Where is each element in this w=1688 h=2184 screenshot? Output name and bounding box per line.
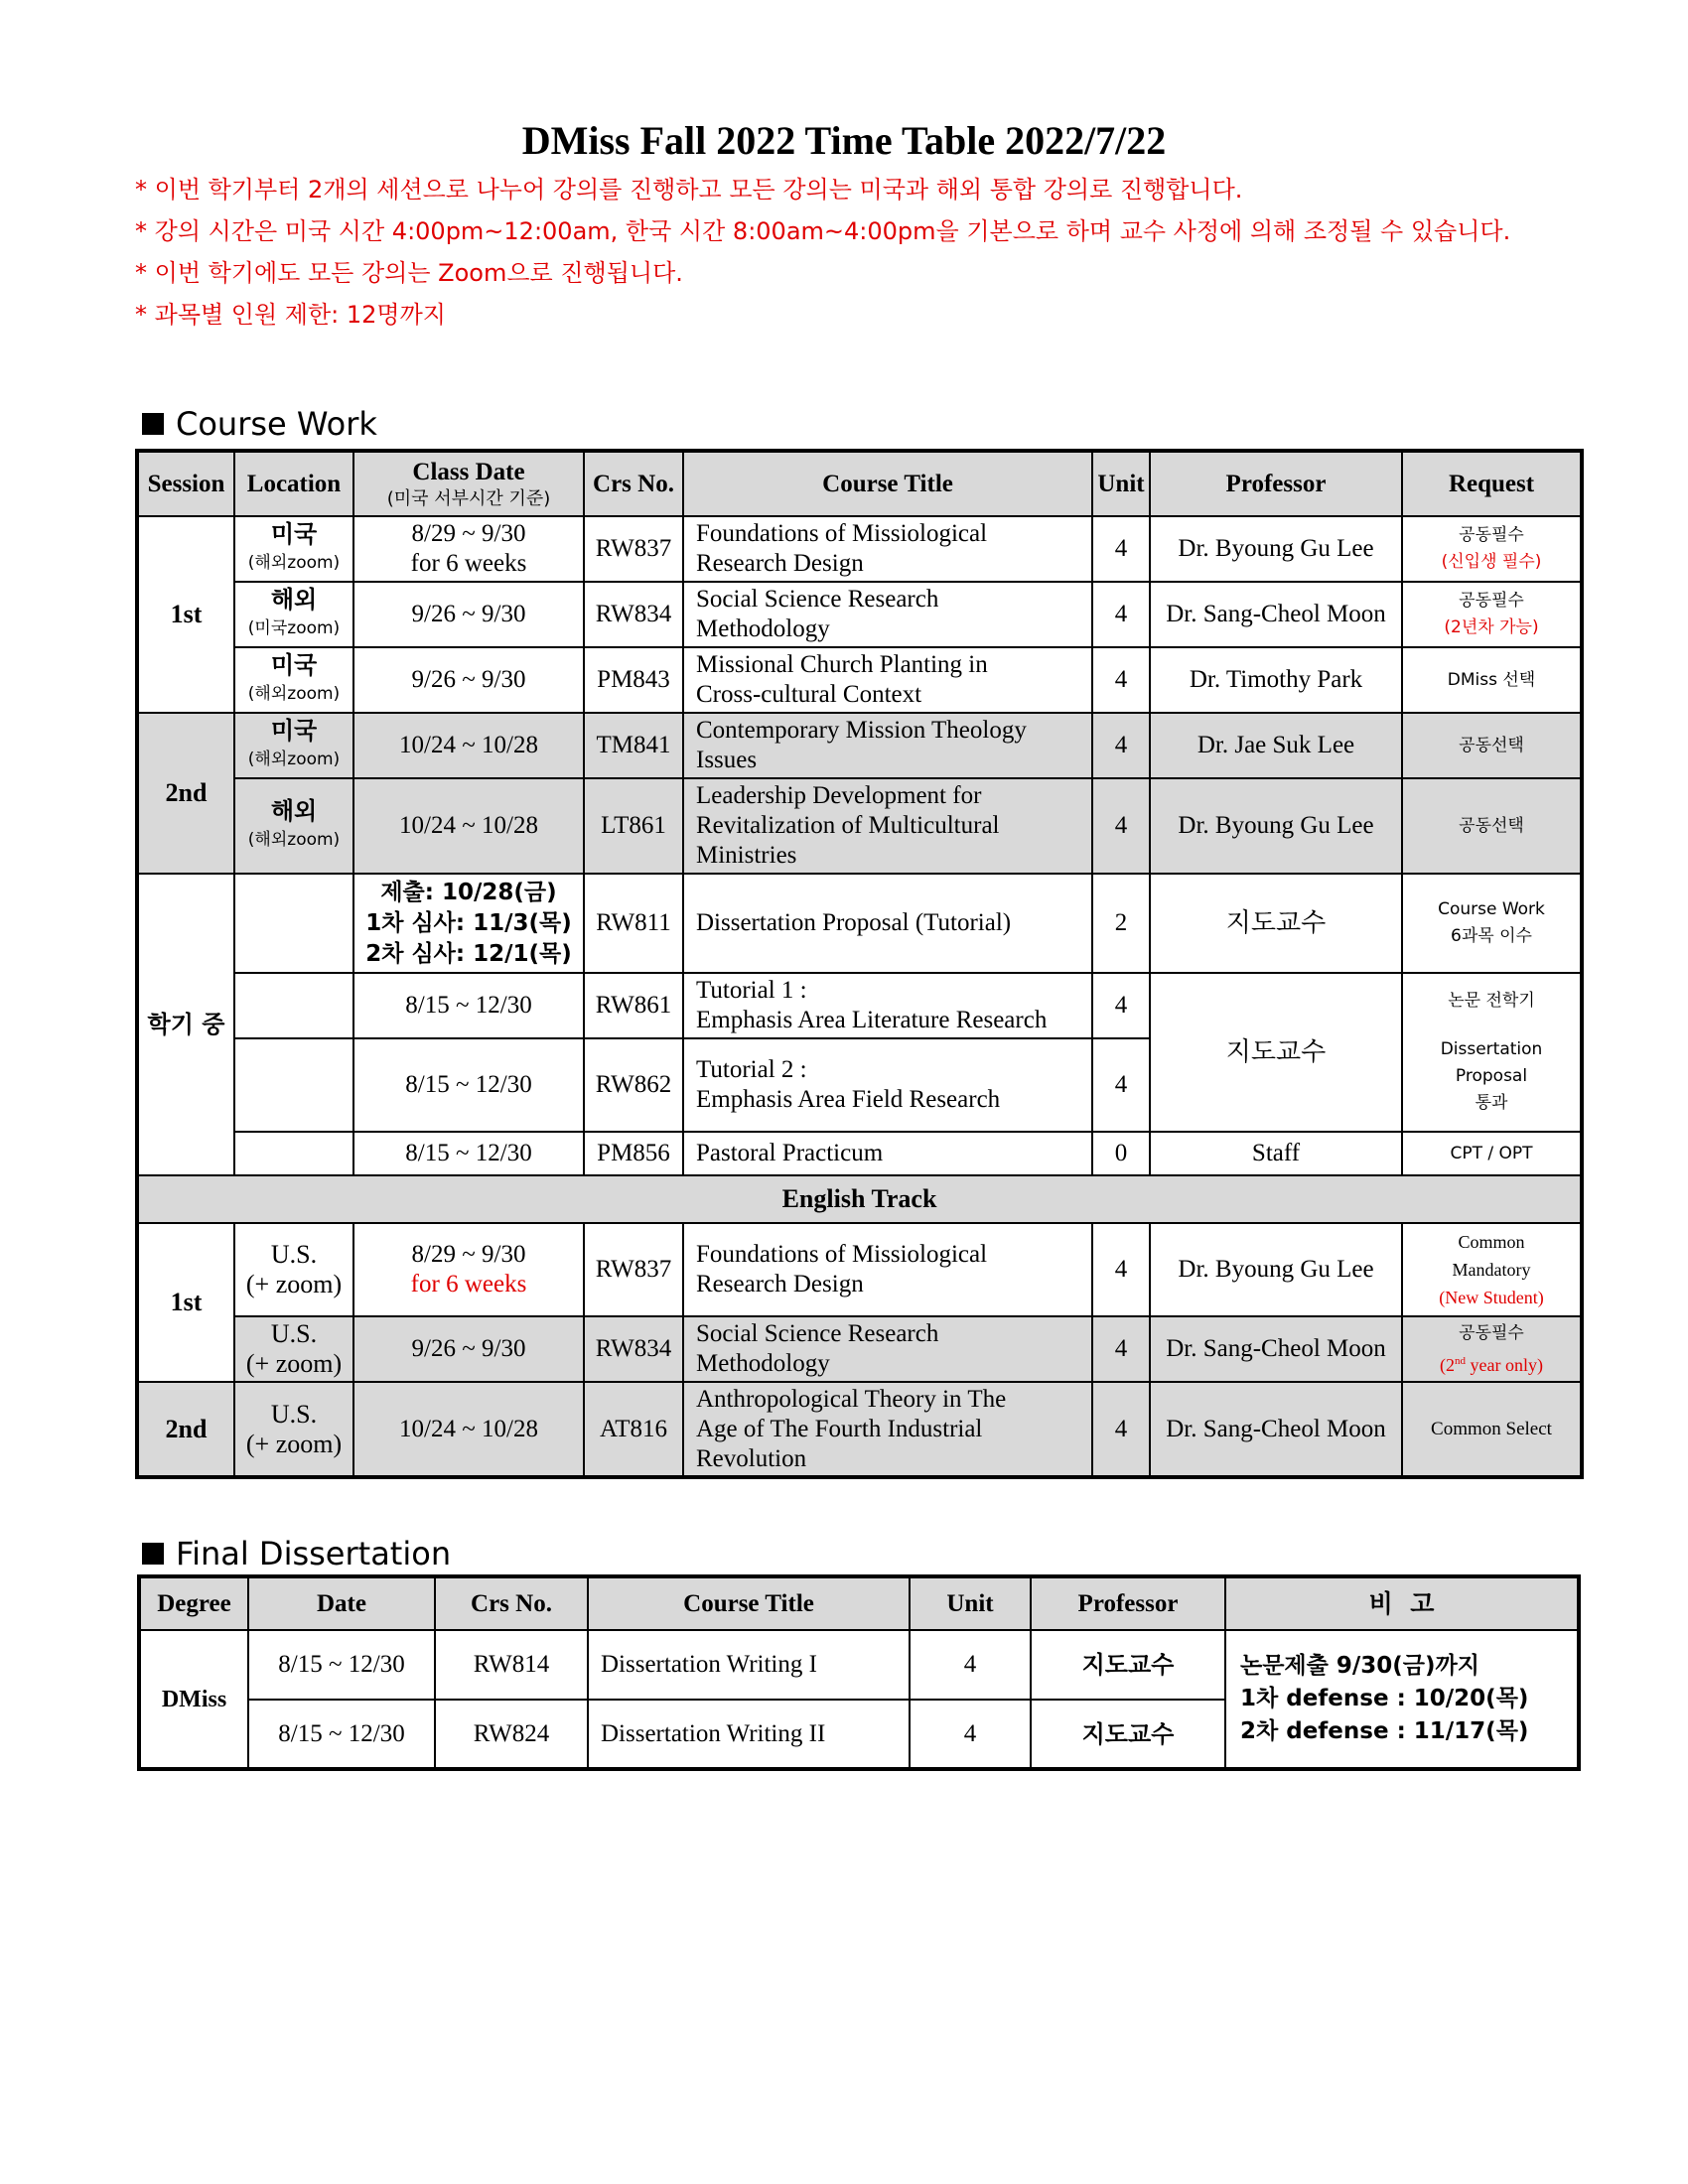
table-row — [137, 778, 1582, 874]
notice-line: * 강의 시간은 미국 시간 4:00pm~12:00am, 한국 시간 8:00am~4:00pm을 기본으로 하며 교수 사정에 의해 조정될 수 있습니다. — [135, 217, 1511, 245]
title-text: Missional Church Planting in — [696, 651, 988, 678]
col-header: Session — [137, 451, 234, 516]
notice-line: * 이번 학기에도 모든 강의는 Zoom으로 진행됩니다. — [135, 259, 683, 287]
crs-cell: RW837 — [584, 516, 683, 582]
location-text: U.S. — [270, 1399, 318, 1429]
title-text: Social Science Research — [696, 586, 939, 613]
col-header: 비 고 — [1225, 1576, 1579, 1630]
notice-line: * 과목별 인원 제한: 12명까지 — [135, 301, 446, 329]
final-dissertation-table — [137, 1574, 1581, 1771]
session-cell: 2nd — [137, 1382, 234, 1477]
request-cell: 공동선택 — [1402, 713, 1582, 778]
date-cell: 8/15 ~ 12/30 — [248, 1700, 435, 1769]
crs-cell: PM843 — [584, 647, 683, 713]
title-text: Leadership Development for — [696, 782, 982, 809]
request-cell — [1402, 1223, 1582, 1316]
professor-cell: Dr. Sang-Cheol Moon — [1150, 1382, 1402, 1477]
table-row — [137, 516, 1582, 582]
date-cell — [353, 874, 584, 973]
unit-cell: 4 — [910, 1630, 1031, 1700]
request-text: Mandatory — [1452, 1260, 1531, 1280]
session-cell: 학기 중 — [137, 874, 234, 1175]
title-cell — [683, 778, 1092, 874]
title-text: Social Science Research — [696, 1320, 939, 1347]
remark-cell — [1225, 1630, 1579, 1769]
request-cell — [1402, 874, 1582, 973]
col-header: Request — [1402, 451, 1582, 516]
date-text: 2차 심사: 12/1(목) — [365, 940, 572, 967]
location-text: 미국 — [270, 651, 318, 679]
location-cell — [234, 1038, 353, 1132]
request-cell — [1402, 582, 1582, 647]
title-cell — [683, 713, 1092, 778]
professor-cell: Dr. Sang-Cheol Moon — [1150, 1316, 1402, 1382]
notice-line: * 이번 학기부터 2개의 세션으로 나누어 강의를 진행하고 모든 강의는 미국과 해외 통합 강의로 진행합니다. — [135, 176, 1243, 204]
request-text: Dissertation — [1440, 1039, 1543, 1059]
location-text: 미국 — [270, 717, 318, 745]
table-row — [137, 1382, 1582, 1477]
title-text: Age of The Fourth Industrial — [696, 1415, 983, 1442]
col-header-text: Class Date — [412, 458, 525, 485]
location-cell — [234, 647, 353, 713]
section-title: Course Work — [176, 405, 377, 443]
unit-cell: 4 — [1092, 516, 1150, 582]
title-text: Revitalization of Multicultural — [696, 812, 1000, 839]
remark-line: 논문제출 9/30(금)까지 — [1240, 1653, 1479, 1679]
session-cell: 2nd — [137, 713, 234, 874]
professor-cell: 지도교수 — [1031, 1630, 1225, 1700]
date-text: for 6 weeks — [410, 550, 527, 577]
request-text: 논문 전학기 — [1448, 991, 1535, 1011]
title-text: Tutorial 1 : — [696, 977, 807, 1004]
date-cell: 9/26 ~ 9/30 — [353, 647, 584, 713]
title-cell: Dissertation Proposal (Tutorial) — [683, 874, 1092, 973]
request-text-part: year only) — [1466, 1354, 1543, 1375]
title-cell — [683, 1382, 1092, 1477]
unit-cell: 4 — [1092, 973, 1150, 1038]
professor-cell: Dr. Jae Suk Lee — [1150, 713, 1402, 778]
section-title: Final Dissertation — [176, 1535, 452, 1572]
date-cell: 9/26 ~ 9/30 — [353, 582, 584, 647]
date-cell: 8/15 ~ 12/30 — [248, 1630, 435, 1700]
crs-cell: TM841 — [584, 713, 683, 778]
title-text: Anthropological Theory in The — [696, 1385, 1007, 1413]
crs-cell: RW834 — [584, 1316, 683, 1382]
col-header: Location — [234, 451, 353, 516]
col-header: Crs No. — [435, 1576, 588, 1630]
col-header: Unit — [1092, 451, 1150, 516]
location-text: U.S. — [270, 1319, 318, 1348]
col-header: Professor — [1150, 451, 1402, 516]
unit-cell: 4 — [1092, 1316, 1150, 1382]
unit-cell: 2 — [1092, 874, 1150, 973]
col-header: Professor — [1031, 1576, 1225, 1630]
location-sub: (해외zoom) — [247, 750, 341, 769]
request-cell: CPT / OPT — [1402, 1132, 1582, 1175]
table-header-row — [137, 451, 1582, 516]
request-text-part: (2 — [1440, 1354, 1456, 1375]
request-cell — [1402, 516, 1582, 582]
date-text: for 6 weeks — [410, 1271, 527, 1297]
date-text: 8/29 ~ 9/30 — [411, 520, 526, 547]
unit-cell: 0 — [1092, 1132, 1150, 1175]
request-text — [1407, 1347, 1576, 1379]
request-text: 공동필수 — [1459, 1322, 1524, 1343]
title-cell — [683, 1223, 1092, 1316]
square-bullet-icon — [142, 413, 164, 435]
location-cell — [234, 1223, 353, 1316]
date-text: 8/29 ~ 9/30 — [411, 1241, 526, 1268]
date-text: 제출: 10/28(금) — [380, 879, 557, 905]
final-dissertation-heading — [142, 1535, 451, 1572]
professor-cell: Dr. Byoung Gu Lee — [1150, 778, 1402, 874]
date-text: 1차 심사: 11/3(목) — [365, 909, 572, 936]
crs-cell: RW834 — [584, 582, 683, 647]
english-track-label: English Track — [137, 1175, 1582, 1223]
unit-cell: 4 — [910, 1700, 1031, 1769]
title-text: Research Design — [696, 1271, 864, 1297]
title-text: Revolution — [696, 1444, 807, 1472]
col-header: Unit — [910, 1576, 1031, 1630]
title-cell — [683, 1038, 1092, 1132]
crs-cell: RW811 — [584, 874, 683, 973]
title-cell — [683, 973, 1092, 1038]
square-bullet-icon — [142, 1543, 164, 1565]
col-header: Crs No. — [584, 451, 683, 516]
date-cell — [353, 516, 584, 582]
crs-cell: RW814 — [435, 1630, 588, 1700]
request-cell — [1402, 1316, 1582, 1382]
location-cell — [234, 582, 353, 647]
professor-cell: Dr. Byoung Gu Lee — [1150, 1223, 1402, 1316]
col-header-sub: (미국 서부시간 기준) — [386, 487, 551, 509]
location-cell — [234, 874, 353, 973]
location-cell — [234, 713, 353, 778]
request-text: Course Work — [1438, 899, 1545, 919]
location-sub: (해외zoom) — [247, 830, 341, 850]
crs-cell: AT816 — [584, 1382, 683, 1477]
table-row — [137, 973, 1582, 1038]
english-track-row — [137, 1175, 1582, 1223]
unit-cell: 4 — [1092, 713, 1150, 778]
title-cell — [683, 582, 1092, 647]
title-text: Contemporary Mission Theology — [696, 717, 1027, 744]
unit-cell: 4 — [1092, 1038, 1150, 1132]
crs-cell: RW824 — [435, 1700, 588, 1769]
crs-cell: RW837 — [584, 1223, 683, 1316]
title-cell: Pastoral Practicum — [683, 1132, 1092, 1175]
title-text: Emphasis Area Literature Research — [696, 1007, 1048, 1033]
title-text: Methodology — [696, 615, 830, 642]
professor-cell: 지도교수 — [1031, 1700, 1225, 1769]
col-header: Course Title — [588, 1576, 910, 1630]
date-cell — [353, 1223, 584, 1316]
location-text: 해외 — [270, 797, 318, 825]
date-cell: 10/24 ~ 10/28 — [353, 778, 584, 874]
request-text: 통과 — [1475, 1093, 1508, 1113]
location-text: 해외 — [270, 586, 318, 614]
request-text: Proposal — [1455, 1066, 1528, 1086]
title-text: Emphasis Area Field Research — [696, 1086, 1001, 1113]
request-text: (2년차 가능) — [1444, 617, 1539, 637]
remark-line: 1차 defense : 10/20(목) — [1240, 1686, 1529, 1711]
title-text: Cross-cultural Context — [696, 681, 922, 708]
date-cell: 8/15 ~ 12/30 — [353, 1132, 584, 1175]
title-text: Foundations of Missiological — [696, 520, 988, 547]
professor-cell: Staff — [1150, 1132, 1402, 1175]
title-cell: Dissertation Writing II — [588, 1700, 910, 1769]
session-cell: 1st — [137, 516, 234, 713]
table-row — [137, 582, 1582, 647]
request-text: (신입생 필수) — [1441, 552, 1542, 572]
date-cell: 9/26 ~ 9/30 — [353, 1316, 584, 1382]
crs-cell: PM856 — [584, 1132, 683, 1175]
location-sub: (미국zoom) — [247, 618, 341, 638]
col-header: Degree — [139, 1576, 248, 1630]
crs-cell: RW862 — [584, 1038, 683, 1132]
col-header — [353, 451, 584, 516]
location-text: 미국 — [270, 520, 318, 548]
request-text: Common — [1458, 1232, 1525, 1252]
session-cell: 1st — [137, 1223, 234, 1382]
location-cell — [234, 1316, 353, 1382]
crs-cell: RW861 — [584, 973, 683, 1038]
col-header: Date — [248, 1576, 435, 1630]
request-cell: Common Select — [1402, 1382, 1582, 1477]
professor-cell: 지도교수 — [1150, 874, 1402, 973]
title-text: Tutorial 2 : — [696, 1056, 807, 1083]
title-text: Methodology — [696, 1350, 830, 1377]
remark-line: 2차 defense : 11/17(목) — [1240, 1718, 1529, 1744]
table-header-row — [139, 1576, 1579, 1630]
location-cell — [234, 1132, 353, 1175]
request-cell: 공동선택 — [1402, 778, 1582, 874]
location-sub: (+ zoom) — [245, 1349, 343, 1378]
unit-cell: 4 — [1092, 647, 1150, 713]
request-cell: DMiss 선택 — [1402, 647, 1582, 713]
location-cell — [234, 516, 353, 582]
title-text: Ministries — [696, 842, 797, 869]
request-text: 공동필수 — [1459, 591, 1524, 611]
course-work-heading — [142, 405, 377, 443]
location-sub: (해외zoom) — [247, 684, 341, 704]
date-cell: 10/24 ~ 10/28 — [353, 1382, 584, 1477]
table-row — [137, 647, 1582, 713]
unit-cell: 4 — [1092, 582, 1150, 647]
title-cell — [683, 516, 1092, 582]
table-row — [137, 1223, 1582, 1316]
location-cell — [234, 973, 353, 1038]
request-text-sup: nd — [1455, 1354, 1467, 1367]
professor-cell: Dr. Byoung Gu Lee — [1150, 516, 1402, 582]
location-cell — [234, 778, 353, 874]
request-text: 공동필수 — [1459, 525, 1524, 545]
request-text: 6과목 이수 — [1451, 926, 1532, 946]
unit-cell: 4 — [1092, 1223, 1150, 1316]
table-row — [137, 713, 1582, 778]
professor-cell: 지도교수 — [1150, 973, 1402, 1132]
table-row — [137, 1316, 1582, 1382]
location-sub: (+ zoom) — [245, 1270, 343, 1298]
date-cell: 8/15 ~ 12/30 — [353, 1038, 584, 1132]
page-title: DMiss Fall 2022 Time Table 2022/7/22 — [521, 118, 1167, 163]
request-text: (New Student) — [1439, 1288, 1544, 1307]
location-text: U.S. — [270, 1240, 318, 1269]
title-text: Foundations of Missiological — [696, 1241, 988, 1268]
table-row — [137, 1132, 1582, 1175]
location-sub: (해외zoom) — [247, 553, 341, 573]
table-row — [139, 1630, 1579, 1700]
title-text: Research Design — [696, 550, 864, 577]
degree-cell: DMiss — [139, 1630, 248, 1769]
title-text: Issues — [696, 747, 758, 773]
professor-cell: Dr. Sang-Cheol Moon — [1150, 582, 1402, 647]
title-cell — [683, 647, 1092, 713]
title-cell — [683, 1316, 1092, 1382]
unit-cell: 4 — [1092, 778, 1150, 874]
title-cell: Dissertation Writing I — [588, 1630, 910, 1700]
crs-cell: LT861 — [584, 778, 683, 874]
location-sub: (+ zoom) — [245, 1429, 343, 1458]
location-cell — [234, 1382, 353, 1477]
course-work-table — [135, 449, 1584, 1479]
date-cell: 8/15 ~ 12/30 — [353, 973, 584, 1038]
notice-list — [135, 169, 1510, 336]
date-cell: 10/24 ~ 10/28 — [353, 713, 584, 778]
table-row — [137, 874, 1582, 973]
professor-cell: Dr. Timothy Park — [1150, 647, 1402, 713]
unit-cell: 4 — [1092, 1382, 1150, 1477]
col-header: Course Title — [683, 451, 1092, 516]
request-cell — [1402, 973, 1582, 1132]
